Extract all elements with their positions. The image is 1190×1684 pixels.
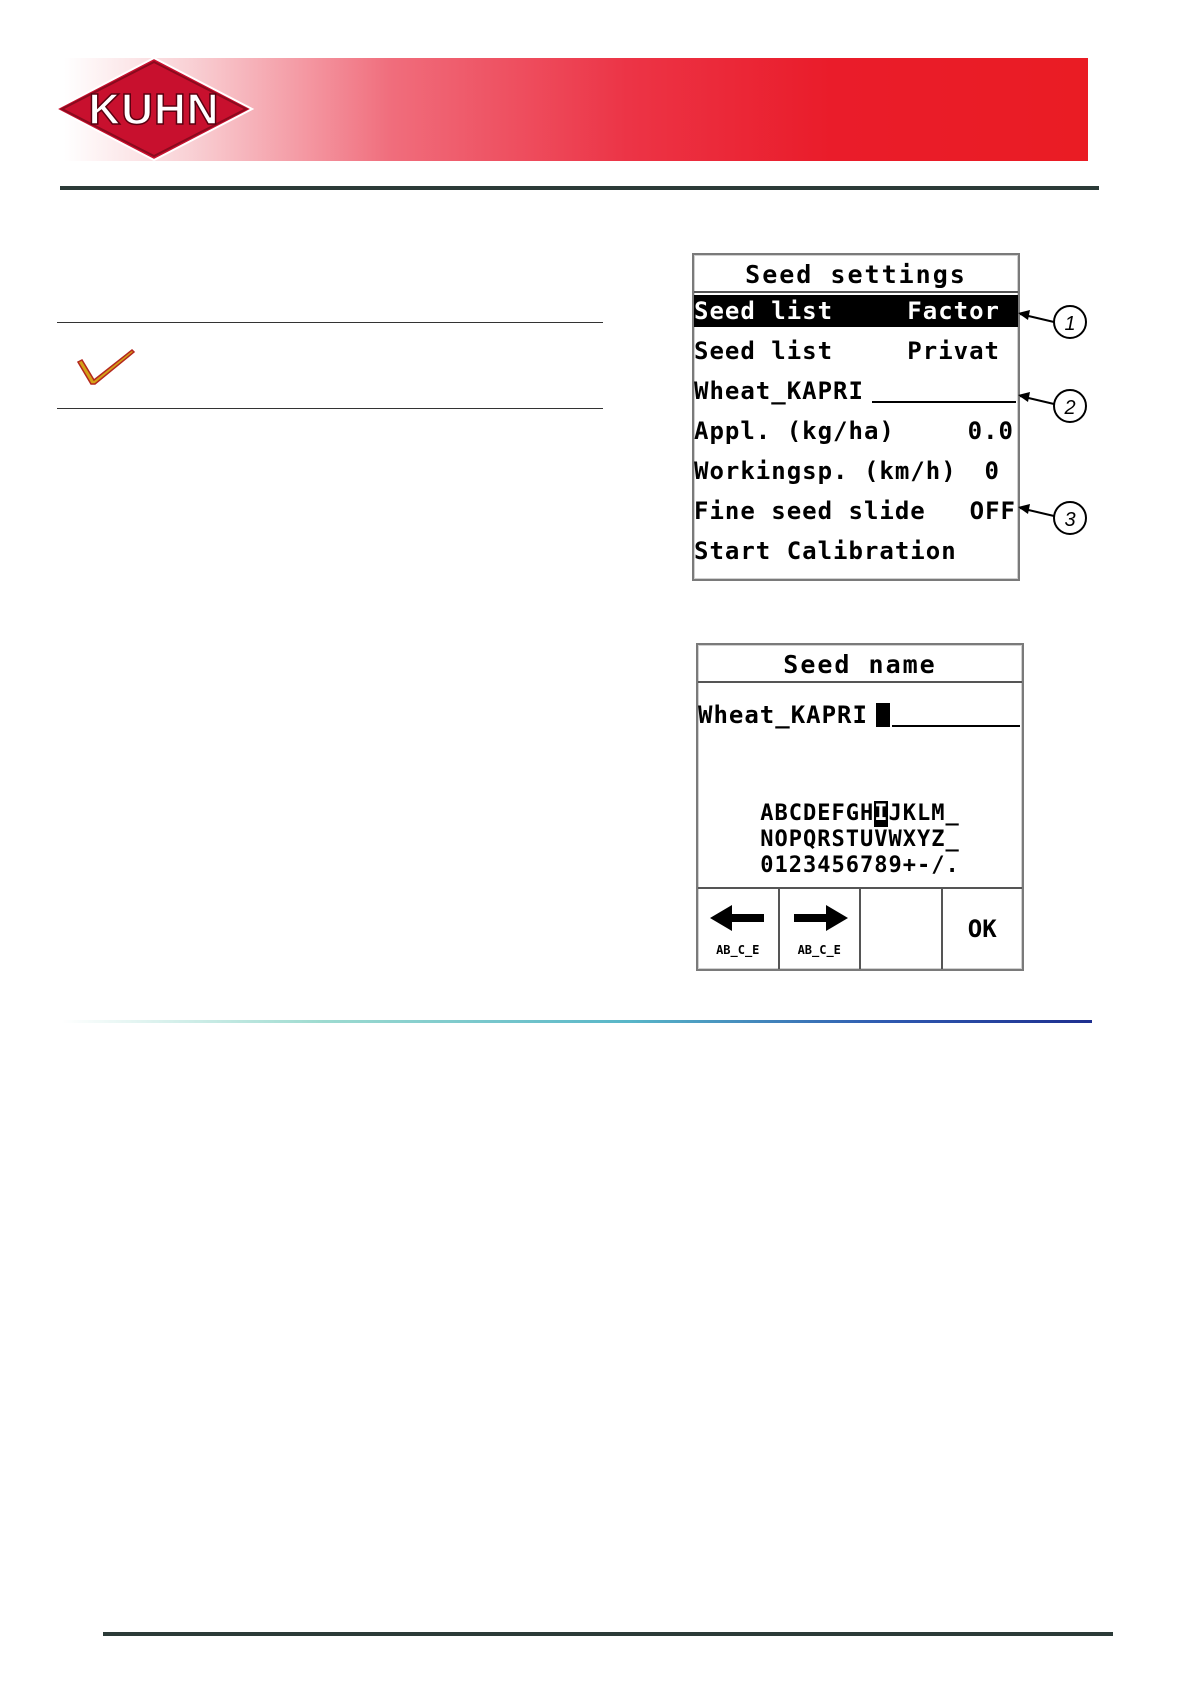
row-label: Fine seed slide <box>694 497 926 525</box>
row-label: Appl. (kg/ha) <box>694 417 895 445</box>
screen-title: Seed name <box>698 645 1022 683</box>
ok-button[interactable] <box>943 889 1023 969</box>
callout-3 <box>1018 502 1086 534</box>
menu-row-seed-list-factor[interactable] <box>694 295 1018 327</box>
cursor-right-button[interactable] <box>780 889 862 969</box>
note-rule-top <box>57 322 603 323</box>
callout-3-label: 3 <box>1064 509 1076 531</box>
menu-row-start-calibration[interactable] <box>694 535 1018 567</box>
callout-2 <box>1018 390 1086 422</box>
menu-row-application-rate[interactable] <box>694 415 1018 447</box>
row-label: Workingsp. (km/h) <box>694 457 957 485</box>
callout-1 <box>1018 306 1086 338</box>
blank-softkey[interactable] <box>861 889 943 969</box>
note-rule-bottom <box>57 408 603 409</box>
keyboard-keys[interactable]: ABCDEFGH <box>760 801 875 826</box>
button-sublabel: AB_C_E <box>716 943 760 957</box>
button-sublabel: AB_C_E <box>797 943 841 957</box>
row-value: OFF <box>969 497 1016 525</box>
checkmark-icon <box>74 344 136 386</box>
header-rule <box>60 186 1099 190</box>
text-cursor <box>876 703 890 727</box>
row-label: Seed list <box>694 337 834 365</box>
row-label: Seed list <box>694 297 834 325</box>
footer-rule <box>103 1632 1113 1636</box>
callout-markers <box>1016 290 1116 550</box>
kuhn-logo <box>54 56 254 162</box>
logo-text: KUHN <box>88 85 220 134</box>
cursor-left-button[interactable] <box>698 889 780 969</box>
arrow-right-icon <box>792 903 848 933</box>
ok-label: OK <box>967 915 997 943</box>
row-value: Factor <box>907 297 1000 325</box>
row-value: Privat <box>907 337 1000 365</box>
menu-row-seed-list-privat[interactable] <box>694 335 1018 367</box>
callout-1-label: 1 <box>1064 313 1076 335</box>
keyboard-selected-key[interactable]: I <box>874 801 889 826</box>
row-label: Wheat_KAPRI <box>694 377 864 405</box>
menu-row-working-speed[interactable] <box>694 455 1018 487</box>
seed-settings-screen <box>692 253 1020 581</box>
input-underline <box>892 725 1020 727</box>
keyboard-keys[interactable]: JKLM_ <box>888 801 960 826</box>
callout-2-label: 2 <box>1064 397 1076 419</box>
input-value: Wheat_KAPRI <box>698 701 868 729</box>
row-value: 0 <box>984 457 1000 485</box>
keyboard-row-3[interactable]: 0123456789+-/. <box>760 853 960 878</box>
arrow-left-icon <box>710 903 766 933</box>
menu-row-fine-seed-slide[interactable] <box>694 495 1018 527</box>
row-value: 0.0 <box>967 417 1014 445</box>
seed-name-underline <box>872 401 1016 403</box>
screen-title: Seed settings <box>694 255 1018 293</box>
softkey-bar <box>698 887 1022 969</box>
row-label: Start Calibration <box>694 537 957 565</box>
keyboard-row-1[interactable] <box>698 801 1022 827</box>
section-divider <box>62 1020 1092 1023</box>
keyboard-row-2[interactable]: NOPQRSTUVWXYZ_ <box>760 827 960 852</box>
seed-name-screen <box>696 643 1024 971</box>
